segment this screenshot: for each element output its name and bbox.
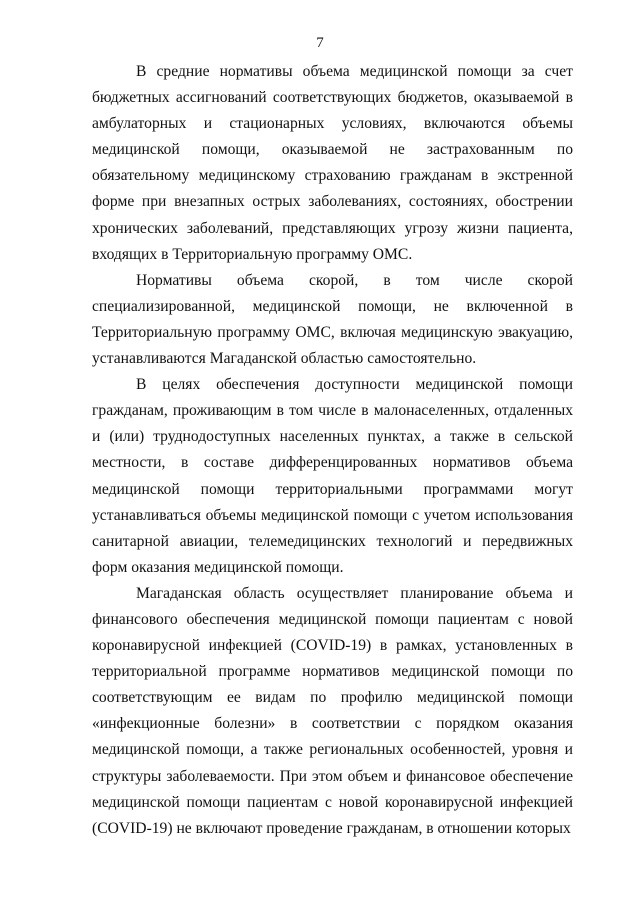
paragraph-ambulance-volumes: Нормативы объема скорой, в том числе скорой специализированной, медицинской помощи, не включенной в Территориальную программу ОМС, включая медицинскую эвакуацию, устанавливаются Магаданской областью самостоятельно.	[92, 271, 573, 368]
paragraph-emergency-care-volumes: В средние нормативы объема медицинской помощи за счет бюджетных ассигнований соответствующих бюджетов, оказываемой в амбулаторных и стационарных условиях, включаются объемы медицинской помощи, оказываемой не застрахованным по обязательному медицинскому страхованию гражданам в экстренной форме при внезапных острых заболеваниях, состояниях, обострении хронических заболеваний, представляющих угрозу жизни пациента, входящих в Территориальную программу ОМС.	[92, 63, 573, 263]
page-number: 7	[316, 35, 324, 51]
paragraph-remote-areas-access: В целях обеспечения доступности медицинской помощи гражданам, проживающим в том числе в малонаселенных, отдаленных и (или) труднодоступных населенных пунктах, а также в сельской местности, в составе дифференцированных нормативов объема медицинской помощи территориальными программами могут устанавливаться объемы медицинской помощи с учетом использования санитарной авиации, телемедицинских технологий и передвижных форм оказания медицинской помощи.	[92, 376, 573, 576]
document-body	[92, 59, 573, 842]
paragraph-covid-planning: Магаданская область осуществляет планирование объема и финансового обеспечения медицинской помощи пациентам с новой коронавирусной инфекцией (COVID-19) в рамках, установленных в территориальной программе нормативов медицинской помощи по соответствующим ее видам по профилю медицинской помощи «инфекционные болезни» в соответствии с порядком оказания медицинской помощи, а также региональных особенностей, уровня и структуры заболеваемости. При этом объем и финансовое обеспечение медицинской помощи пациентам с новой коронавирусной инфекцией (COVID-19) не включают проведение гражданам, в отношении которых	[92, 584, 573, 837]
